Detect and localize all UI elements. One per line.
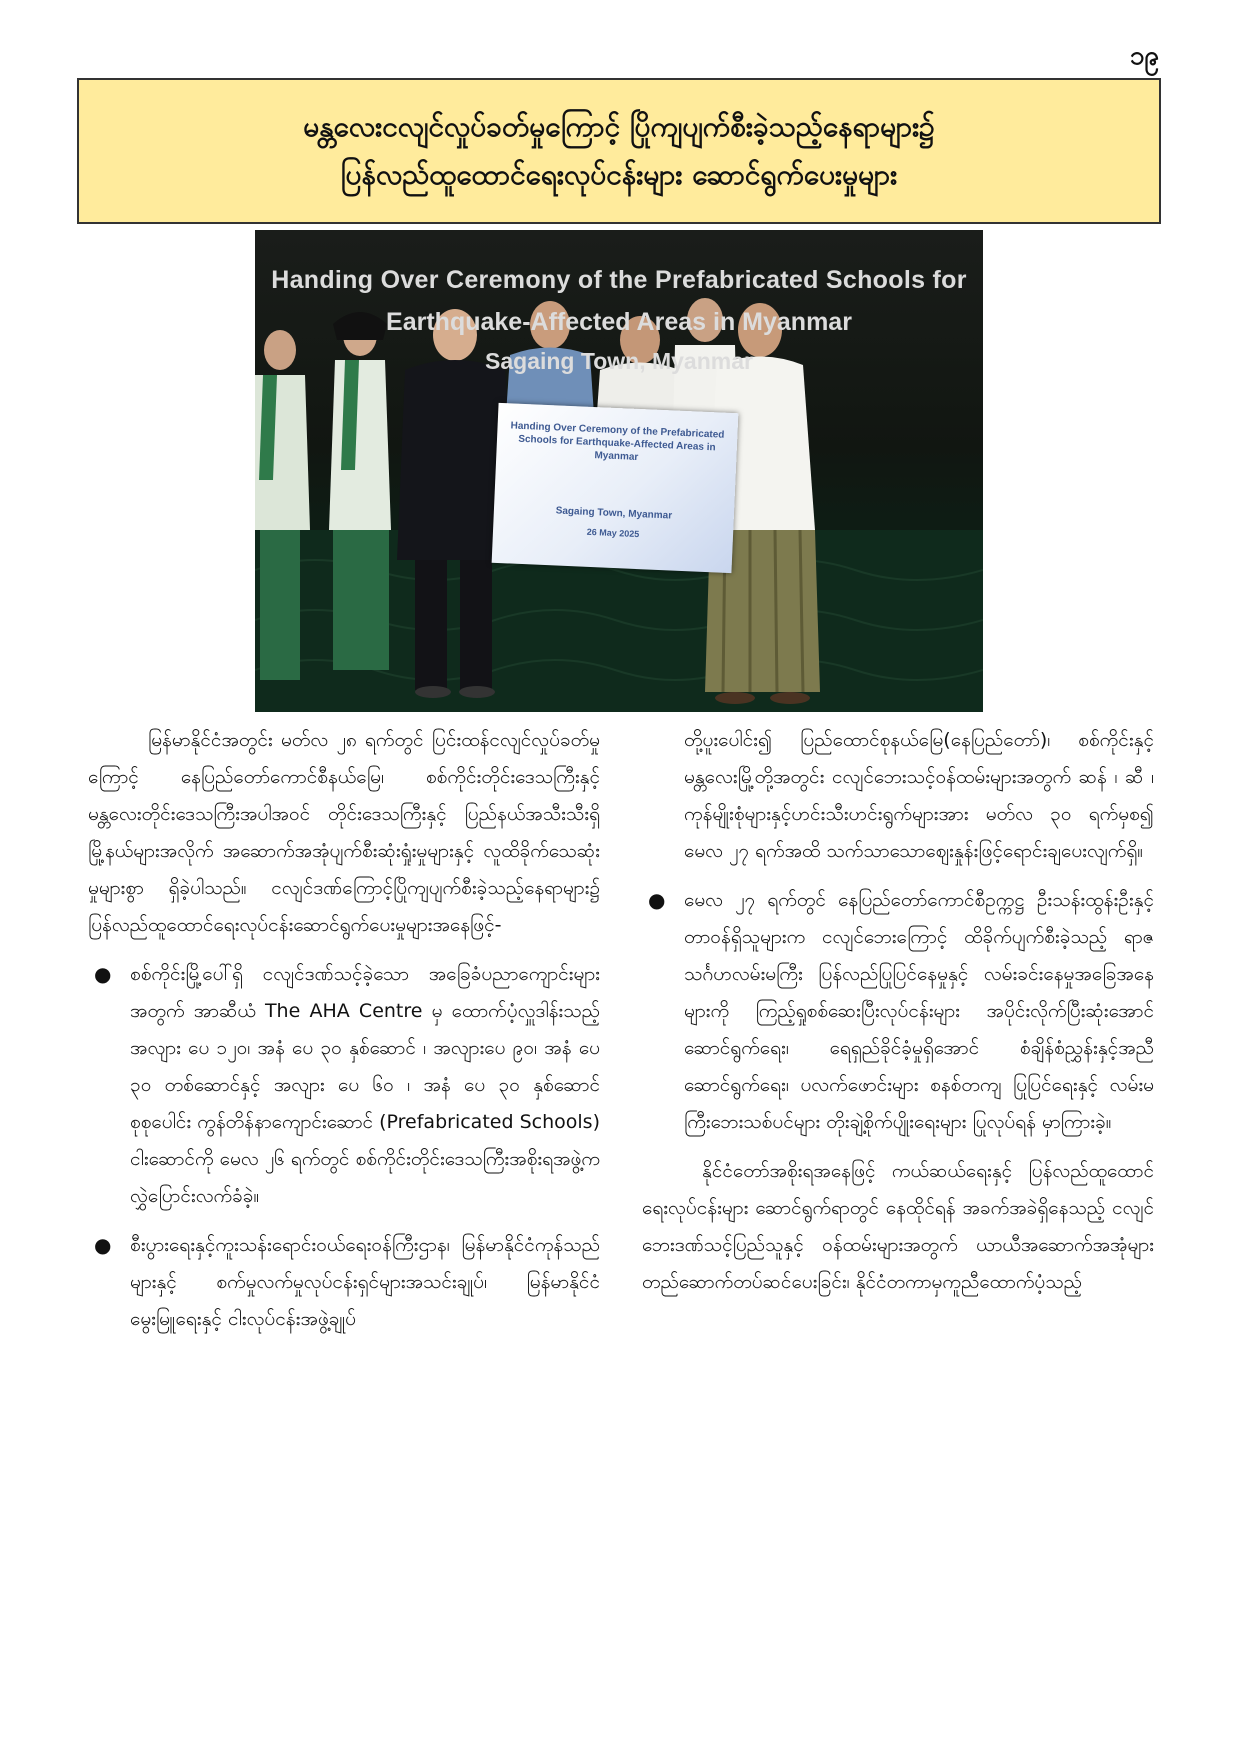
backdrop-banner-line-3: Sagaing Town, Myanmar xyxy=(485,348,753,374)
right-column xyxy=(642,722,1154,1301)
board-title: Handing Over Ceremony of the Prefabricated Schools for Earthquake-Affected Areas in Myanmar xyxy=(510,420,725,463)
ceremony-photo xyxy=(255,230,983,712)
backdrop-banner-line-1: Handing Over Ceremony of the Prefabricated Schools for xyxy=(271,266,967,294)
page-number: ၁၉ xyxy=(1129,41,1159,71)
bullet-text: စစ်ကိုင်းမြို့ပေါ်ရှိ ငလျင်ဒဏ်သင့်ခဲ့သော အခြေခံပညာကျောင်းများအတွက် အာဆီယံ The AHA Centre မှ ထောက်ပံ့လှူဒါန်းသည့် အလျား ပေ ၁၂၀၊ အနံ ပေ ၃၀ နှစ်ဆောင် ၊ အလျားပေ ၉၀၊ အနံ ပေ ၃၀ တစ်ဆောင်နှင့် အလျား ပေ ၆၀ ၊ အနံ ပေ ၃၀ နှစ်ဆောင် စုစုပေါင်း ကွန်တိန်နာကျောင်းဆောင် (Prefabricated Schools) ငါးဆောင်ကို မေလ ၂၆ ရက်တွင် စစ်ကိုင်းတိုင်းဒေသကြီးအစိုးရအဖွဲ့က လွှဲပြောင်းလက်ခံခဲ့။ xyxy=(130,963,600,1207)
bullet-text: စီးပွားရေးနှင့်ကူးသန်းရောင်းဝယ်ရေးဝန်ကြီးဌာန၊ မြန်မာနိုင်ငံကုန်သည်များနှင့် စက်မှုလက်မှုလုပ်ငန်းရှင်များအသင်းချုပ်၊ မြန်မာနိုင်ငံမွေးမြူရေးနှင့် ငါးလုပ်ငန်းအဖွဲ့ချုပ် xyxy=(130,1234,600,1330)
left-bullet-list xyxy=(88,956,600,1338)
bullet-icon: ● xyxy=(94,962,112,986)
list-item xyxy=(88,1227,600,1338)
ceremony-board xyxy=(492,403,739,573)
headline-line-2: ပြန်လည်ထူထောင်ရေးလုပ်ငန်းများ ဆောင်ရွက်ပေးမှုများ xyxy=(340,158,898,191)
list-item xyxy=(642,882,1154,1141)
board-location: Sagaing Town, Myanmar xyxy=(555,505,673,522)
bullet-icon: ● xyxy=(648,888,666,912)
continuation-paragraph: တို့ပူးပေါင်း၍ ပြည်ထောင်စုနယ်မြေ(နေပြည်တော်)၊ စစ်ကိုင်းနှင့် မန္တလေးမြို့တို့အတွင်း ငလျင်ဘေးသင့်ဝန်ထမ်းများအတွက် ဆန် ၊ ဆီ ၊ ကုန်မျိုးစုံများနှင့်ဟင်းသီးဟင်းရွက်များအား မတ်လ ၃၀ ရက်မှစ၍ မေလ ၂၇ ရက်အထိ သက်သာသောဈေးနှုန်းဖြင့်ရောင်းချပေးလျက်ရှိ။ xyxy=(684,729,1154,862)
backdrop-banner-line-2: Earthquake-Affected Areas in Myanmar xyxy=(386,308,852,336)
closing-paragraph: နိုင်ငံတော်အစိုးရအနေဖြင့် ကယ်ဆယ်ရေးနှင့် ပြန်လည်ထူထောင်ရေးလုပ်ငန်းများ ဆောင်ရွက်ရာတွင် နေထိုင်ရန် အခက်အခဲရှိနေသည့် ငလျင်ဘေးဒဏ်သင့်ပြည်သူနှင့် ဝန်ထမ်းများအတွက် ယာယီအဆောက်အအုံများ တည်ဆောက်တပ်ဆင်ပေးခြင်း၊ နိုင်ငံတကာမှကူညီထောက်ပံ့သည့် xyxy=(642,1160,1154,1293)
headline-line-1: မန္တလေးငလျင်လှုပ်ခတ်မှုကြောင့် ပြိုကျပျက်စီးခဲ့သည့်နေရာများ၌ xyxy=(303,110,935,143)
board-date: 26 May 2025 xyxy=(586,526,640,540)
headline-box xyxy=(77,78,1161,224)
intro-paragraph: မြန်မာနိုင်ငံအတွင်း မတ်လ ၂၈ ရက်တွင် ပြင်းထန်ငလျင်လှုပ်ခတ်မှုကြောင့် နေပြည်တော်ကောင်စီနယ်မြေ၊ စစ်ကိုင်းတိုင်းဒေသကြီးနှင့် မန္တလေးတိုင်းဒေသကြီးအပါအဝင် တိုင်းဒေသကြီးနှင့် ပြည်နယ်အသီးသီးရှိ မြို့နယ်များအလိုက် အဆောက်အအုံပျက်စီးဆုံးရှုံးမှုများနှင့် လူထိခိုက်သေဆုံးမှုများစွာ ရှိခဲ့ပါသည်။ ငလျင်ဒဏ်ကြောင့်ပြိုကျပျက်စီးခဲ့သည့်နေရာများ၌ ပြန်လည်ထူထောင်ရေးလုပ်ငန်းဆောင်ရွက်ပေးမှုများအနေဖြင့်- xyxy=(88,729,600,936)
bullet-icon: ● xyxy=(94,1233,112,1257)
bullet-text: မေလ ၂၇ ရက်တွင် နေပြည်တော်ကောင်စီဥက္ကဋ္ဌ ဦးသန်းထွန်းဦးနှင့်တာဝန်ရှိသူများက ငလျင်ဘေးကြောင့် ထိခိုက်ပျက်စီးခဲ့သည့် ရာဇသင်္ဂဟလမ်းမကြီး ပြန်လည်ပြုပြင်နေမှုနှင့် လမ်းခင်းနေမှုအခြေအနေများကို ကြည့်ရှုစစ်ဆေးပြီးလုပ်ငန်းများ အပိုင်းလိုက်ပြီးဆုံးအောင် ဆောင်ရွက်ရေး၊ ရေရှည်ခိုင်ခံ့မှုရှိအောင် စံချိန်စံညွှန်းနှင့်အညီဆောင်ရွက်ရေး၊ ပလက်ဖောင်းများ စနစ်တကျ ပြုပြင်ရေးနှင့် လမ်းမကြီးဘေးသစ်ပင်များ တိုးချဲ့စိုက်ပျိုးရေးများ ပြုလုပ်ရန် မှာကြားခဲ့။ xyxy=(684,889,1154,1133)
right-bullet-list xyxy=(642,882,1154,1141)
left-column xyxy=(88,722,600,1338)
list-item xyxy=(88,956,600,1215)
